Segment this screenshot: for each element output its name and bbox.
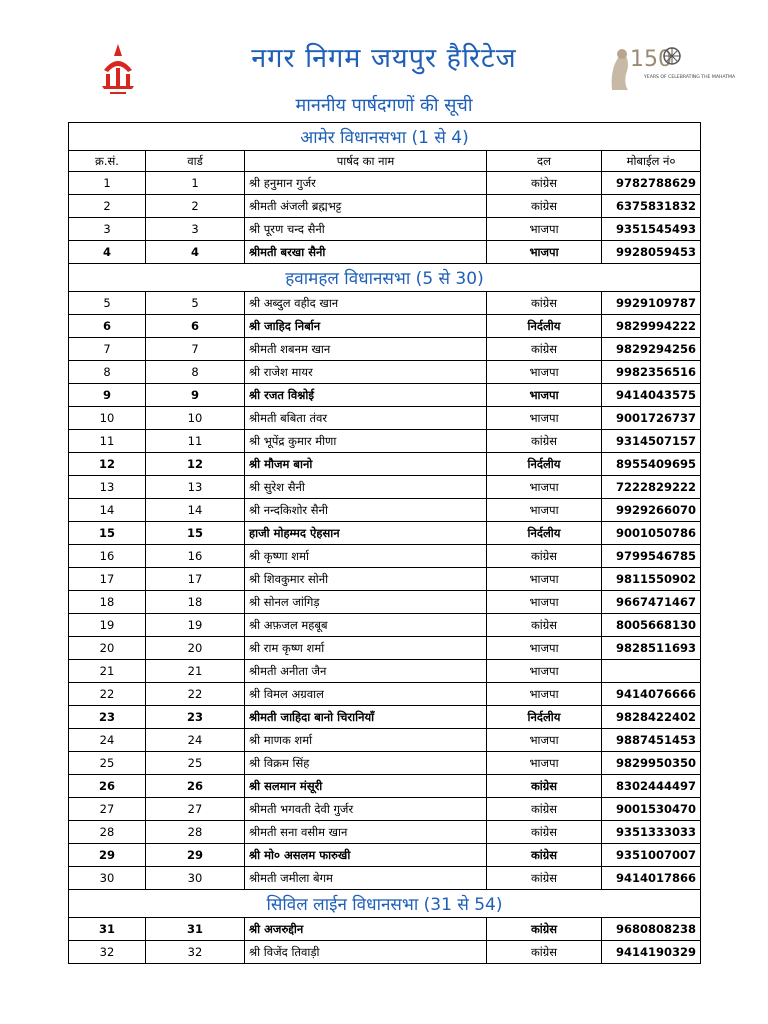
- serial-number-cell: 31: [69, 918, 146, 941]
- emblem-caption: YEARS OF CELEBRATING THE MAHATMA: [644, 75, 736, 80]
- ward-cell: 10: [146, 407, 245, 430]
- serial-number-cell: 27: [69, 798, 146, 821]
- table-row: [69, 941, 701, 964]
- serial-number-cell: 8: [69, 361, 146, 384]
- mobile-number-cell: 9680808238: [602, 918, 701, 941]
- ward-cell: 13: [146, 476, 245, 499]
- party-cell: कांग्रेस: [487, 338, 602, 361]
- 150-years-gandhi-emblem-icon: [604, 40, 736, 96]
- serial-number-cell: 5: [69, 292, 146, 315]
- ward-cell: 5: [146, 292, 245, 315]
- councillor-name-cell: श्री मो० असलम फारुखी: [245, 844, 487, 867]
- table-row: [69, 315, 701, 338]
- table-row: [69, 218, 701, 241]
- party-cell: भाजपा: [487, 637, 602, 660]
- table-row: [69, 729, 701, 752]
- councillor-name-cell: श्री राम कृष्ण शर्मा: [245, 637, 487, 660]
- councillor-name-cell: श्री मौजम बानो: [245, 453, 487, 476]
- party-cell: भाजपा: [487, 384, 602, 407]
- serial-number-cell: 14: [69, 499, 146, 522]
- serial-number-cell: 25: [69, 752, 146, 775]
- ward-cell: 27: [146, 798, 245, 821]
- party-cell: भाजपा: [487, 660, 602, 683]
- table-row: [69, 384, 701, 407]
- party-cell: निर्दलीय: [487, 522, 602, 545]
- table-row: [69, 867, 701, 890]
- table-row: [69, 172, 701, 195]
- mobile-number-cell: 9001726737: [602, 407, 701, 430]
- party-cell: कांग्रेस: [487, 545, 602, 568]
- councillor-name-cell: श्रीमती बरखा सैनी: [245, 241, 487, 264]
- serial-number-cell: 4: [69, 241, 146, 264]
- table-row: [69, 545, 701, 568]
- serial-number-cell: 7: [69, 338, 146, 361]
- party-cell: कांग्रेस: [487, 775, 602, 798]
- party-cell: कांग्रेस: [487, 798, 602, 821]
- serial-number-cell: 3: [69, 218, 146, 241]
- mobile-number-cell: 7222829222: [602, 476, 701, 499]
- page-title: नगर निगम जयपुर हैरिटेज: [251, 43, 517, 74]
- table-row: [69, 361, 701, 384]
- councillor-name-cell: श्री पूरण चन्द सैनी: [245, 218, 487, 241]
- table-row: [69, 614, 701, 637]
- mobile-number-cell: [602, 660, 701, 683]
- councillor-name-cell: श्री शिवकुमार सोनी: [245, 568, 487, 591]
- councillor-name-cell: श्रीमती शबनम खान: [245, 338, 487, 361]
- serial-number-cell: 2: [69, 195, 146, 218]
- party-cell: कांग्रेस: [487, 941, 602, 964]
- mobile-number-cell: 9001530470: [602, 798, 701, 821]
- mobile-number-cell: 8955409695: [602, 453, 701, 476]
- ward-cell: 4: [146, 241, 245, 264]
- mobile-number-cell: 9929109787: [602, 292, 701, 315]
- mobile-number-cell: 9351333033: [602, 821, 701, 844]
- section-header-row: [69, 264, 701, 292]
- table-row: [69, 821, 701, 844]
- mobile-number-cell: 9782788629: [602, 172, 701, 195]
- ward-cell: 1: [146, 172, 245, 195]
- ward-cell: 20: [146, 637, 245, 660]
- mobile-number-cell: 9799546785: [602, 545, 701, 568]
- table-row: [69, 844, 701, 867]
- councillor-name-cell: श्रीमती भगवती देवी गुर्जर: [245, 798, 487, 821]
- councillor-name-cell: श्री सोनल जांगिड़: [245, 591, 487, 614]
- table-row: [69, 591, 701, 614]
- serial-number-cell: 13: [69, 476, 146, 499]
- mobile-number-cell: 9351007007: [602, 844, 701, 867]
- ward-cell: 28: [146, 821, 245, 844]
- table-row: [69, 407, 701, 430]
- mobile-number-cell: 8302444497: [602, 775, 701, 798]
- ward-cell: 24: [146, 729, 245, 752]
- party-cell: निर्दलीय: [487, 453, 602, 476]
- councillor-name-cell: श्री रजत विश्नोई: [245, 384, 487, 407]
- mobile-number-cell: 9001050786: [602, 522, 701, 545]
- mobile-number-cell: 9414076666: [602, 683, 701, 706]
- ward-cell: 3: [146, 218, 245, 241]
- mobile-number-cell: 9829994222: [602, 315, 701, 338]
- party-cell: भाजपा: [487, 407, 602, 430]
- serial-number-cell: 18: [69, 591, 146, 614]
- table-row: [69, 522, 701, 545]
- party-cell: भाजपा: [487, 568, 602, 591]
- ward-cell: 23: [146, 706, 245, 729]
- councillor-name-cell: श्रीमती सना वसीम खान: [245, 821, 487, 844]
- mobile-number-cell: 9811550902: [602, 568, 701, 591]
- party-cell: भाजपा: [487, 752, 602, 775]
- serial-number-cell: 30: [69, 867, 146, 890]
- ward-cell: 21: [146, 660, 245, 683]
- ward-cell: 14: [146, 499, 245, 522]
- table-row: [69, 195, 701, 218]
- party-cell: निर्दलीय: [487, 706, 602, 729]
- table-row: [69, 338, 701, 361]
- mobile-number-cell: 9887451453: [602, 729, 701, 752]
- table-row: [69, 241, 701, 264]
- ward-cell: 31: [146, 918, 245, 941]
- party-cell: कांग्रेस: [487, 844, 602, 867]
- councillor-name-cell: श्री विक्रम सिंह: [245, 752, 487, 775]
- table-row: [69, 752, 701, 775]
- councillor-name-cell: श्री राजेश मायर: [245, 361, 487, 384]
- party-cell: भाजपा: [487, 729, 602, 752]
- councillor-name-cell: श्री जाहिद निर्बान: [245, 315, 487, 338]
- table-row: [69, 292, 701, 315]
- ward-cell: 8: [146, 361, 245, 384]
- table-row: [69, 637, 701, 660]
- ward-cell: 22: [146, 683, 245, 706]
- serial-number-cell: 16: [69, 545, 146, 568]
- party-cell: निर्दलीय: [487, 315, 602, 338]
- ward-cell: 11: [146, 430, 245, 453]
- party-cell: कांग्रेस: [487, 821, 602, 844]
- councillor-name-cell: श्रीमती बबिता तंवर: [245, 407, 487, 430]
- party-cell: भाजपा: [487, 241, 602, 264]
- serial-number-cell: 1: [69, 172, 146, 195]
- party-cell: कांग्रेस: [487, 172, 602, 195]
- councillor-name-cell: श्री कृष्णा शर्मा: [245, 545, 487, 568]
- party-cell: भाजपा: [487, 476, 602, 499]
- mobile-number-cell: 9829294256: [602, 338, 701, 361]
- mobile-number-cell: 9414190329: [602, 941, 701, 964]
- councillor-name-cell: श्री विमल अग्रवाल: [245, 683, 487, 706]
- section-header-row: [69, 123, 701, 151]
- party-cell: भाजपा: [487, 683, 602, 706]
- party-cell: भाजपा: [487, 499, 602, 522]
- column-header: क्र.सं.: [69, 151, 146, 172]
- mobile-number-cell: 9929266070: [602, 499, 701, 522]
- party-cell: कांग्रेस: [487, 918, 602, 941]
- column-header: मोबाईल नं०: [602, 151, 701, 172]
- mobile-number-cell: 9982356516: [602, 361, 701, 384]
- section-title: आमेर विधानसभा (1 से 4): [69, 123, 701, 151]
- column-header-row: [69, 151, 701, 172]
- serial-number-cell: 21: [69, 660, 146, 683]
- councillor-name-cell: श्रीमती अनीता जैन: [245, 660, 487, 683]
- serial-number-cell: 15: [69, 522, 146, 545]
- table-row: [69, 499, 701, 522]
- ward-cell: 6: [146, 315, 245, 338]
- councillor-table: [68, 122, 701, 964]
- column-header: दल: [487, 151, 602, 172]
- mobile-number-cell: 9828422402: [602, 706, 701, 729]
- ward-cell: 32: [146, 941, 245, 964]
- table-row: [69, 430, 701, 453]
- ward-cell: 26: [146, 775, 245, 798]
- councillor-name-cell: श्री सलमान मंसूरी: [245, 775, 487, 798]
- serial-number-cell: 12: [69, 453, 146, 476]
- mobile-number-cell: 9828511693: [602, 637, 701, 660]
- councillor-name-cell: श्री अफ़जल महबूब: [245, 614, 487, 637]
- councillor-name-cell: श्री हनुमान गुर्जर: [245, 172, 487, 195]
- party-cell: कांग्रेस: [487, 867, 602, 890]
- column-header: वार्ड: [146, 151, 245, 172]
- section-title: सिविल लाईन विधानसभा (31 से 54): [69, 890, 701, 918]
- councillor-name-cell: श्री सुरेश सैनी: [245, 476, 487, 499]
- serial-number-cell: 9: [69, 384, 146, 407]
- councillor-name-cell: श्री विजेंद तिवाड़ी: [245, 941, 487, 964]
- ward-cell: 15: [146, 522, 245, 545]
- serial-number-cell: 20: [69, 637, 146, 660]
- serial-number-cell: 24: [69, 729, 146, 752]
- serial-number-cell: 22: [69, 683, 146, 706]
- column-header: पार्षद का नाम: [245, 151, 487, 172]
- mobile-number-cell: 9314507157: [602, 430, 701, 453]
- ward-cell: 16: [146, 545, 245, 568]
- table-row: [69, 918, 701, 941]
- party-cell: भाजपा: [487, 591, 602, 614]
- ward-cell: 19: [146, 614, 245, 637]
- mobile-number-cell: 6375831832: [602, 195, 701, 218]
- party-cell: भाजपा: [487, 218, 602, 241]
- table-row: [69, 568, 701, 591]
- councillor-name-cell: श्रीमती जमीला बेगम: [245, 867, 487, 890]
- serial-number-cell: 23: [69, 706, 146, 729]
- councillor-name-cell: श्रीमती जाहिदा बानो चिरानियाँ: [245, 706, 487, 729]
- serial-number-cell: 17: [69, 568, 146, 591]
- page-header: [0, 0, 768, 120]
- table-row: [69, 706, 701, 729]
- table-row: [69, 660, 701, 683]
- party-cell: भाजपा: [487, 361, 602, 384]
- mobile-number-cell: 9829950350: [602, 752, 701, 775]
- section-header-row: [69, 890, 701, 918]
- serial-number-cell: 26: [69, 775, 146, 798]
- councillor-name-cell: श्रीमती अंजली ब्रह्मभट्ट: [245, 195, 487, 218]
- party-cell: कांग्रेस: [487, 292, 602, 315]
- emblem-number: 150: [630, 47, 672, 72]
- serial-number-cell: 32: [69, 941, 146, 964]
- ward-cell: 18: [146, 591, 245, 614]
- section-title: हवामहल विधानसभा (5 से 30): [69, 264, 701, 292]
- serial-number-cell: 6: [69, 315, 146, 338]
- mobile-number-cell: 8005668130: [602, 614, 701, 637]
- serial-number-cell: 28: [69, 821, 146, 844]
- table-row: [69, 683, 701, 706]
- ward-cell: 30: [146, 867, 245, 890]
- ward-cell: 29: [146, 844, 245, 867]
- serial-number-cell: 29: [69, 844, 146, 867]
- ward-cell: 7: [146, 338, 245, 361]
- mobile-number-cell: 9667471467: [602, 591, 701, 614]
- councillor-name-cell: श्री अजरुद्दीन: [245, 918, 487, 941]
- ward-cell: 17: [146, 568, 245, 591]
- party-cell: कांग्रेस: [487, 614, 602, 637]
- ward-cell: 9: [146, 384, 245, 407]
- table-row: [69, 476, 701, 499]
- mobile-number-cell: 9351545493: [602, 218, 701, 241]
- party-cell: कांग्रेस: [487, 430, 602, 453]
- page-subtitle: माननीय पार्षदगणों की सूची: [295, 95, 473, 116]
- councillor-name-cell: हाजी मोहम्मद ऐहसान: [245, 522, 487, 545]
- councillor-name-cell: श्री भूपेंद्र कुमार मीणा: [245, 430, 487, 453]
- ward-cell: 25: [146, 752, 245, 775]
- ward-cell: 2: [146, 195, 245, 218]
- serial-number-cell: 11: [69, 430, 146, 453]
- mobile-number-cell: 9928059453: [602, 241, 701, 264]
- councillor-name-cell: श्री अब्दुल वहीद खान: [245, 292, 487, 315]
- serial-number-cell: 19: [69, 614, 146, 637]
- table-row: [69, 453, 701, 476]
- serial-number-cell: 10: [69, 407, 146, 430]
- party-cell: कांग्रेस: [487, 195, 602, 218]
- mobile-number-cell: 9414017866: [602, 867, 701, 890]
- councillor-name-cell: श्री माणक शर्मा: [245, 729, 487, 752]
- councillor-name-cell: श्री नन्दकिशोर सैनी: [245, 499, 487, 522]
- ward-cell: 12: [146, 453, 245, 476]
- mobile-number-cell: 9414043575: [602, 384, 701, 407]
- table-row: [69, 775, 701, 798]
- table-row: [69, 798, 701, 821]
